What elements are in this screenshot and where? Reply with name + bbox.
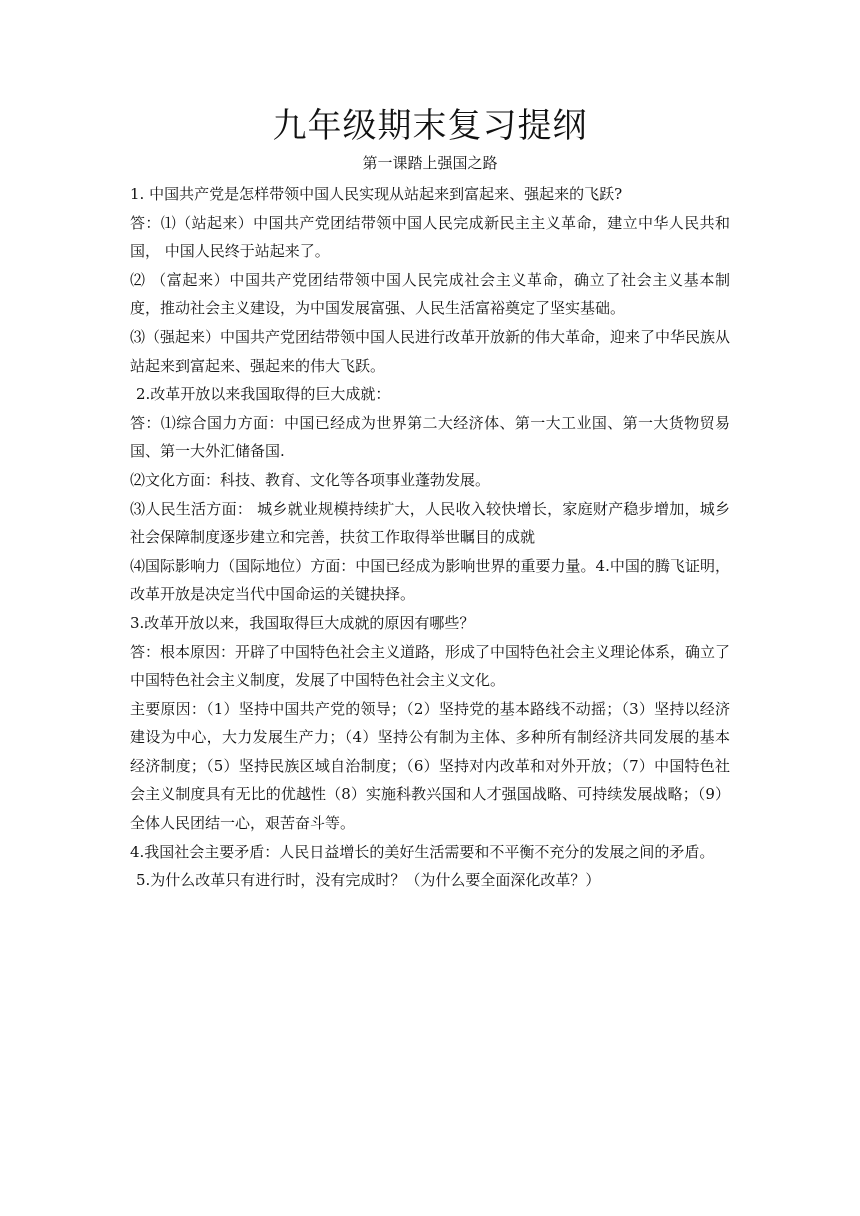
paragraph-a2-3: ⑶人民生活方面： 城乡就业规模持续扩大，人民收入较快增长，家庭财产稳步增加，城乡社会保障制度逐步建立和完善，扶贫工作取得举世瞩目的成就 <box>130 499 730 547</box>
paragraph-a2-4: ⑷国际影响力（国际地位）方面：中国已经成为影响世界的重要力量。4.中国的腾飞证明，改革开放是决定当代中国命运的关键抉择。 <box>130 556 730 604</box>
paragraph-q2: 2.改革开放以来我国取得的巨大成就： <box>136 385 391 404</box>
paragraph-a1-3: ⑶（强起来）中国共产党团结带领中国人民进行改革开放新的伟大革命，迎来了中华民族从站起来到富起来、强起来的伟大飞跃。 <box>130 327 731 375</box>
document-page <box>130 100 730 895</box>
paragraph-a2-1: 答：⑴综合国力方面：中国已经成为世界第二大经济体、第一大工业国、第一大货物贸易国、第一大外汇储备国. <box>130 413 730 461</box>
paragraph-a1-1: 答：⑴（站起来）中国共产党团结带领中国人民完成新民主主义革命，建立中华人民共和国， 中国人民终于站起来了。 <box>130 213 730 261</box>
paragraph-q3: 3.改革开放以来，我国取得巨大成就的原因有哪些？ <box>130 613 475 632</box>
document-title: 九年级期末复习提纲 <box>272 106 588 146</box>
paragraph-a3-root: 答：根本原因：开辟了中国特色社会主义道路，形成了中国特色社会主义理论体系，确立了中国特色社会主义制度，发展了中国特色社会主义文化。 <box>130 642 731 690</box>
paragraph-q4: 4.我国社会主要矛盾：人民日益增长的美好生活需要和不平衡不充分的发展之间的矛盾。 <box>130 842 715 861</box>
paragraph-q5: 5.为什么改革只有进行时，没有完成时？（为什么要全面深化改革？） <box>136 871 601 890</box>
paragraph-a1-2: ⑵ （富起来）中国共产党团结带领中国人民完成社会主义革命，确立了社会主义基本制度，推动社会主义建设，为中国发展富强、人民生活富裕奠定了坚实基础。 <box>130 270 730 318</box>
paragraph-a3-main: 主要原因：（1）坚持中国共产党的领导；（2）坚持党的基本路线不动摇；（3）坚持以经济建设为中心，大力发展生产力；（4）坚持公有制为主体、多种所有制经济共同发展的基本经济制度；（5）坚持民族区域自治制度；（6）坚持对内改革和对外开放；（7）中国特色社会主义制度具有无比的优越性（8）实施科教兴国和人才强国战略、可持续发展战略；（9）全体人民团结一心，艰苦奋斗等。 <box>130 699 730 833</box>
paragraph-a2-2: ⑵文化方面：科技、教育、文化等各项事业蓬勃发展。 <box>130 470 491 489</box>
lesson-title: 第一课踏上强国之路 <box>362 154 498 172</box>
paragraph-q1: 1. 中国共产党是怎样带领中国人民实现从站起来到富起来、强起来的飞跃? <box>130 185 623 203</box>
